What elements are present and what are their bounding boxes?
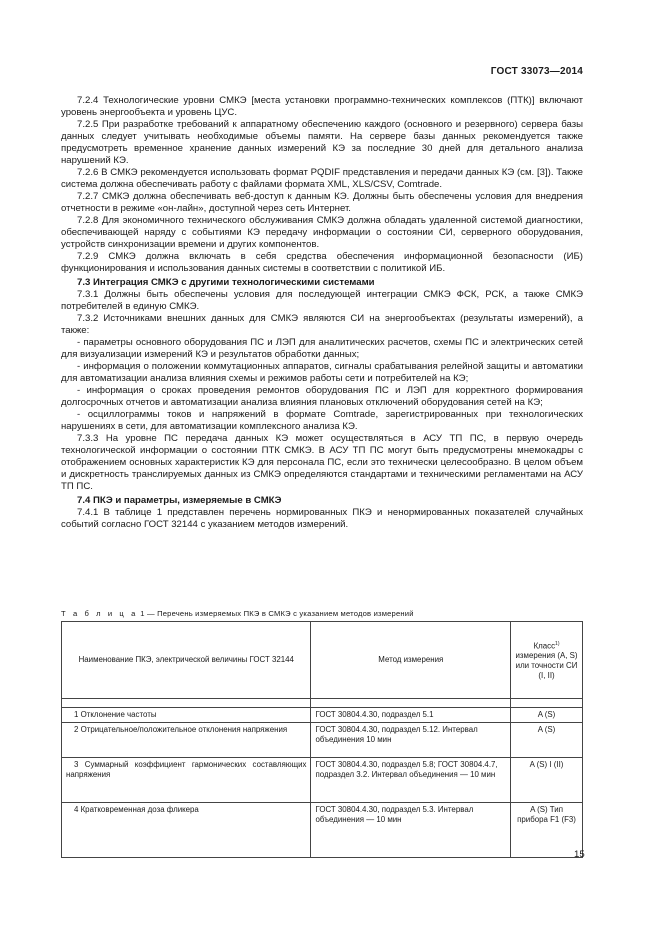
measurement-table (61, 621, 583, 858)
bullet-item: - осциллограммы токов и напряжений в формате Comtrade, зарегистрированных при технологических нарушениях в сети, для автоматизации комплексного анализа КЭ. (61, 409, 583, 432)
body-text (61, 95, 583, 531)
row-class: A (S) (511, 723, 583, 758)
row-name: 2 Отрицательное/положительное отклонения напряжения (62, 723, 311, 758)
paragraph-7-2-6: 7.2.6 В СМКЭ рекомендуется использовать формат PQDIF представления и передачи данных КЭ (см. [3]). Также система должна обеспечивать работу с файлами формата XML, XLS/CSV, Comtrade. (61, 167, 583, 190)
bullet-item: - параметры основного оборудования ПС и ЛЭП для аналитических расчетов, схемы ПС и электрических сетей для визуализации измерений КЭ и результатов обработки данных; (61, 337, 583, 360)
table-header-row (62, 622, 583, 699)
header-class-rest: измерения (А, S) или точности СИ (I, II) (515, 651, 578, 681)
bullet-item: - информация о сроках проведения ремонтов оборудования ПС и ЛЭП для корректного формирования долгосрочных отчетов и автоматизации анализа влияния плановых отключений оборудования сетей на КЭ; (61, 385, 583, 408)
table-caption-label: Т а б л и ц а (61, 609, 138, 618)
row-method: ГОСТ 30804.4.30, подраздел 5.1 (311, 708, 511, 723)
table-row (62, 708, 583, 723)
row-method: ГОСТ 30804.4.30, подраздел 5.8; ГОСТ 30804.4.7, подраздел 3.2. Интервал объединения — 10 мин (311, 758, 511, 803)
row-name: 3 Суммарный коэффициент гармонических составляющих напряжения (62, 758, 311, 803)
table-caption-text: 1 — Перечень измеряемых ПКЭ в СМКЭ с указанием методов измерений (140, 609, 414, 618)
header-name: Наименование ПКЭ, электрической величины ГОСТ 32144 (62, 622, 311, 699)
paragraph-7-3-2: 7.3.2 Источниками внешних данных для СМКЭ являются СИ на энергообъектах (результаты измерений), а также: (61, 313, 583, 336)
table-row (62, 723, 583, 758)
table-row (62, 758, 583, 803)
footnote-marker: 1) (555, 640, 560, 647)
paragraph-7-2-4: 7.2.4 Технологические уровни СМКЭ [места установки программно-технических комплексов (ПТК)] включают уровень энергообъекта и уровень ЦУС. (61, 95, 583, 118)
row-class: A (S) Тип прибора F1 (F3) (511, 803, 583, 858)
table-row (62, 803, 583, 858)
paragraph-7-3-3: 7.3.3 На уровне ПС передача данных КЭ может осуществляться в АСУ ТП ПС, в первую очередь технологической информации о состоянии ПТК СМКЭ. В АСУ ТП ПС могут быть предусмотрены мнемокадры с отображением основных характеристик КЭ для персонала ПС, если это технически целесообразно. В целом объем и дискретность транслируемых данных из СМКЭ определяются стандартами и техническими регламентами на АСУ ТП ПС. (61, 433, 583, 492)
row-name: 4 Кратковременная доза фликера (62, 803, 311, 858)
paragraph-7-2-9: 7.2.9 СМКЭ должна включать в себя средства обеспечения информационной безопасности (ИБ) функционирования и использования данных системы в соответствии с политикой ИБ. (61, 251, 583, 274)
header-class (511, 622, 583, 699)
row-method: ГОСТ 30804.4.30, подраздел 5.3. Интервал объединения — 10 мин (311, 803, 511, 858)
bullet-item: - информация о положении коммутационных аппаратов, сигналы срабатывания релейной защиты и автоматики для автоматизации анализа влияния схемы и режимов работы сети и потребителей на КЭ; (61, 361, 583, 384)
paragraph-7-4-1: 7.4.1 В таблице 1 представлен перечень нормированных ПКЭ и ненормированных показателей случайных событий согласно ГОСТ 32144 с указанием методов измерений. (61, 507, 583, 530)
row-method: ГОСТ 30804.4.30, подраздел 5.12. Интервал объединения 10 мин (311, 723, 511, 758)
table-spacer-row (62, 699, 583, 708)
row-class: A (S) (511, 708, 583, 723)
page-number: 15 (574, 849, 585, 860)
section-heading-7-4: 7.4 ПКЭ и параметры, измеряемые в СМКЭ (77, 495, 282, 506)
header-method: Метод измерения (311, 622, 511, 699)
section-heading-7-3: 7.3 Интеграция СМКЭ с другими технологическими системами (77, 277, 375, 288)
paragraph-7-2-5: 7.2.5 При разработке требований к аппаратному обеспечению каждого (основного и резервного) сервера базы данных следует учитывать необходимые объемы памяти. На сервере базы данных рекомендуется также предусмотреть временное хранение данных измерений КЭ за последние 30 дней для детального анализа нарушений КЭ. (61, 119, 583, 166)
row-class: A (S) I (II) (511, 758, 583, 803)
paragraph-7-2-7: 7.2.7 СМКЭ должна обеспечивать веб-доступ к данным КЭ. Должны быть обеспечены условия для внедрения отчетности в режиме «он-лайн», доступной через сеть Интернет. (61, 191, 583, 214)
paragraph-7-3-1: 7.3.1 Должны быть обеспечены условия для последующей интеграции СМКЭ ФСК, РСК, а также СМКЭ потребителей в единую СМКЭ. (61, 289, 583, 312)
header-class-main: Класс (533, 641, 556, 651)
row-name: 1 Отклонение частоты (62, 708, 311, 723)
table-caption (61, 609, 583, 618)
document-header: ГОСТ 33073—2014 (490, 66, 583, 77)
paragraph-7-2-8: 7.2.8 Для экономичного технического обслуживания СМКЭ должна обладать удаленной системой диагностики, обеспечивающей наряду с событиями КЭ передачу информации о состоянии СИ, серверного оборудования, устройств синхронизации времени и других компонентов. (61, 215, 583, 250)
